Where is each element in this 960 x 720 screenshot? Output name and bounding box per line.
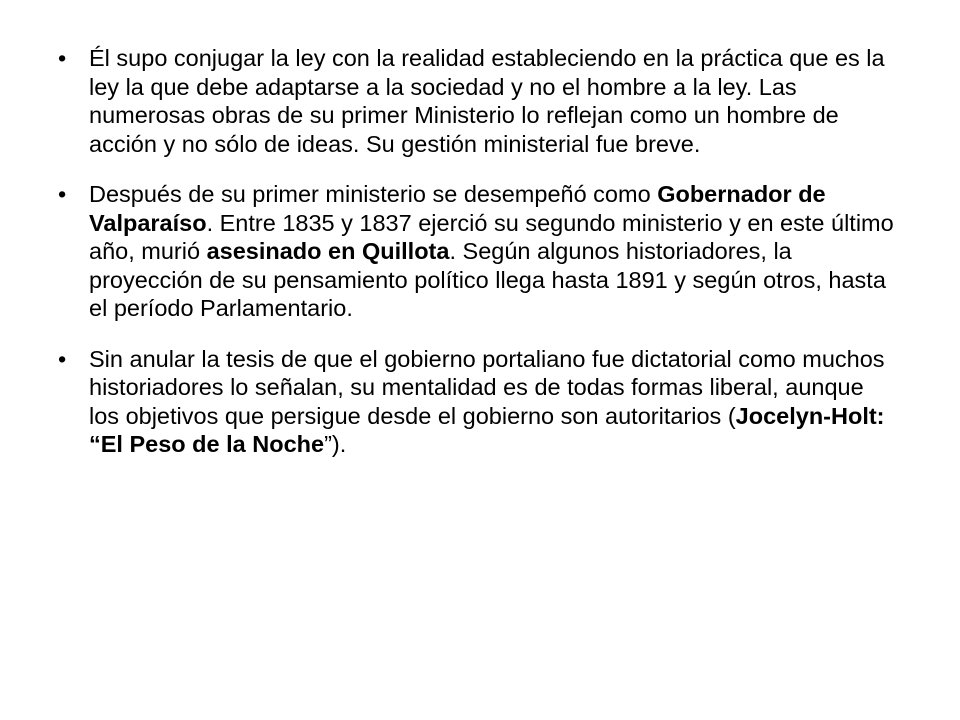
- bullet-dot-icon: •: [58, 45, 67, 71]
- bullet-item-3: [58, 345, 898, 459]
- bullet-item-2: [58, 180, 898, 323]
- bold-text-governor: Gobernador de Valparaíso: [89, 181, 826, 236]
- bullet-list: [58, 44, 898, 459]
- bullet-text-3: [89, 346, 885, 458]
- bullet-dot-icon: •: [58, 345, 67, 372]
- bullet-item-1: [58, 44, 898, 158]
- bold-text-assassinated: asesinado en Quillota: [206, 238, 450, 264]
- text-segment: . Según algunos historiadores, la proyección de su pensamiento político llega hasta 1891 y según otros, hasta el período Parlamentario.: [89, 238, 886, 321]
- text-segment: . Entre 1835 y 1837 ejerció su segundo ministerio y en este último año, murió: [89, 209, 894, 264]
- bullet-dot-icon: •: [58, 181, 67, 207]
- text-segment: ”).: [324, 431, 347, 457]
- bold-text-citation: Jocelyn-Holt: “El Peso de la Noche: [89, 402, 885, 457]
- bullet-text-2: [89, 181, 894, 321]
- text-segment: Sin anular la tesis de que el gobierno portaliano fue dictatorial como muchos historiadores lo señalan, su mentalidad es de todas formas liberal, aunque los objetivos que persigue desde el gobierno son autoritarios (: [89, 345, 885, 429]
- bullet-text-1: [89, 45, 885, 157]
- text-segment: Después de su primer ministerio se desempeñó como: [89, 181, 658, 207]
- text-segment: Él supo conjugar la ley con la realidad estableciendo en la práctica que es la ley la que debe adaptarse a la sociedad y no el hombre a la ley. Las numerosas obras de su primer Ministerio lo reflejan como un hombre de acción y no sólo de ideas. Su gestión ministerial fue breve.: [89, 45, 885, 157]
